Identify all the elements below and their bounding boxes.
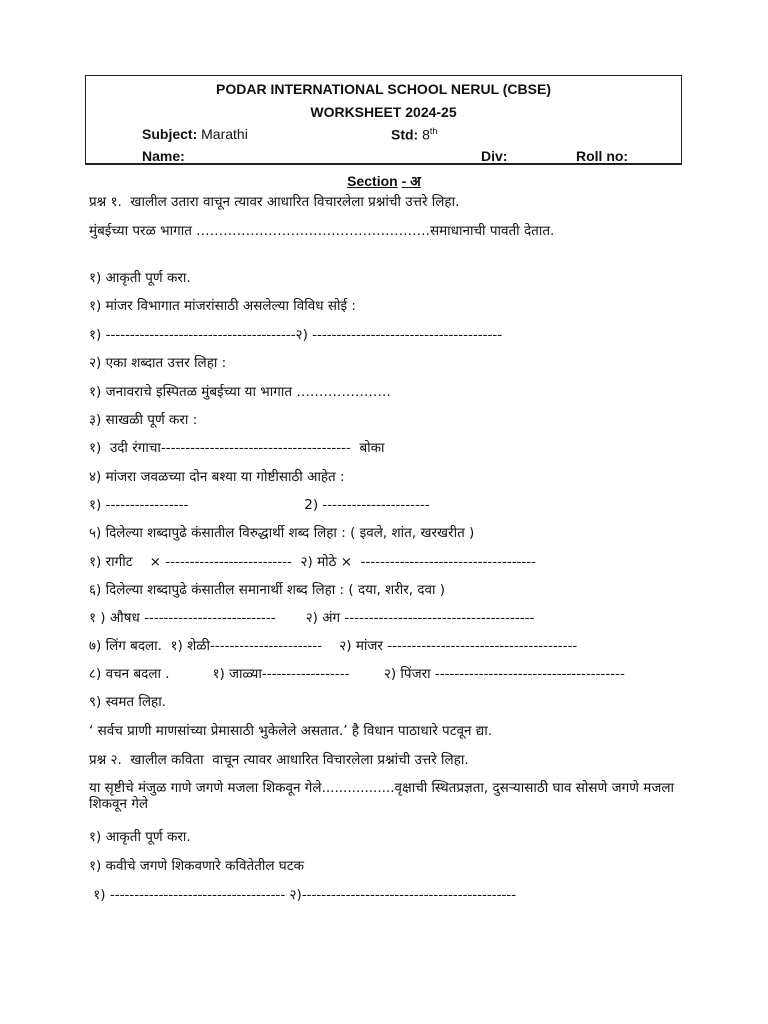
question-2-heading: प्रश्न २. खालील कविता वाचून त्यावर आधारित विचारलेला प्रश्नांची उत्तरे लिहा. — [89, 752, 469, 768]
q6-synonyms-heading: ६) दिलेल्या शब्दापुढे कंसातील समानार्थी शब्द लिहा : ( दया, शरीर, दवा ) — [89, 582, 446, 598]
worksheet-title: WORKSHEET 2024-25 — [310, 104, 457, 120]
roll-label: Roll no: — [576, 148, 629, 164]
subject-label: Subject: — [142, 126, 198, 142]
section-letter: - अ — [401, 173, 421, 189]
p2-poem-elements: १) कवीचे जगणे शिकवणारे कवितेतील घटक — [89, 858, 304, 874]
name-label: Name: — [142, 148, 185, 164]
question-1-heading: प्रश्न १. खालील उतारा वाचून त्यावर आधारित विचारलेला प्रश्नांची उत्तरे लिहा. — [89, 194, 460, 210]
section-heading — [0, 172, 768, 191]
q4-bowls-heading: ४) मांजरा जवळच्या दोन बश्या या गोष्टीसाठी आहेत : — [89, 469, 345, 485]
q7-gender-line: ७) लिंग बदला. १) शेळी----------------------- २) मांजर --------------------------------------- — [89, 638, 578, 654]
std-value: 8 — [422, 126, 430, 143]
answer-blank-line: १) ------------------------------------ २)-------------------------------------------- — [89, 887, 517, 903]
std-label: Std: — [391, 126, 419, 143]
q9-opinion-heading: ९) स्वमत लिहा. — [89, 694, 167, 710]
q3-chain-line: १) उदी रंगाचा--------------------------------------- बोका — [89, 440, 385, 456]
std-superscript: th — [429, 126, 438, 136]
std-field — [391, 126, 437, 143]
subject-field — [142, 126, 248, 142]
p2-complete-figure: १) आकृती पूर्ण करा. — [89, 829, 191, 845]
section-label: Section — [347, 173, 398, 189]
q2-one-word: २) एका शब्दात उत्तर लिहा : — [89, 355, 227, 371]
q2-hospital-location: १) जनावराचे इस्पितळ मुंबईच्या या भागात ………………… — [89, 384, 391, 400]
header-box — [85, 75, 682, 165]
school-name: PODAR INTERNATIONAL SCHOOL NERUL (CBSE) — [216, 81, 551, 97]
subject-value: Marathi — [201, 126, 248, 142]
q1-complete-figure: १) आकृती पूर्ण करा. — [89, 270, 191, 286]
answer-blank-line: १) ----------------- 2) ---------------------- — [89, 497, 430, 513]
q5-antonyms-line: १) रागीट × -------------------------- २) मोठे × ------------------------------------ — [89, 554, 537, 570]
q6-synonyms-line: १ ) औषध --------------------------- २) अंग --------------------------------------- — [89, 610, 535, 626]
q9-statement: ‘ सर्वच प्राणी माणसांच्या प्रेमासाठी भुकेलेले असतात.’ है विधान पाठाधारे पटवून द्या. — [89, 723, 493, 739]
passage-excerpt: मुंबईच्या परळ भागात …………………………………………….समाधानाची पावती देतात. — [89, 223, 555, 239]
q8-number-line: ८) वचन बदला . १) जाळ्या------------------ २) पिंजरा --------------------------------------- — [89, 666, 625, 682]
q3-chain-heading: ३) साखळी पूर्ण करा : — [89, 412, 198, 428]
answer-blank-line: १) ---------------------------------------२) --------------------------------------- — [89, 327, 503, 343]
q1-cat-facilities: १) मांजर विभागात मांजरांसाठी असलेल्या विविध सोई : — [89, 298, 356, 314]
poem-excerpt: या सृष्टीचे मंजुळ गाणे जगणे मजला शिकवून गेले.................वृक्षाची स्थितप्रज्ञता, दुसऱ्यासाठी घाव सोसणे जगणे मजला शिकवून गेले — [89, 780, 674, 812]
q5-antonyms-heading: ५) दिलेल्या शब्दापुढे कंसातील विरुद्धार्थी शब्द लिहा : ( इवले, शांत, खरखरीत ) — [89, 525, 475, 541]
div-label: Div: — [481, 148, 508, 164]
